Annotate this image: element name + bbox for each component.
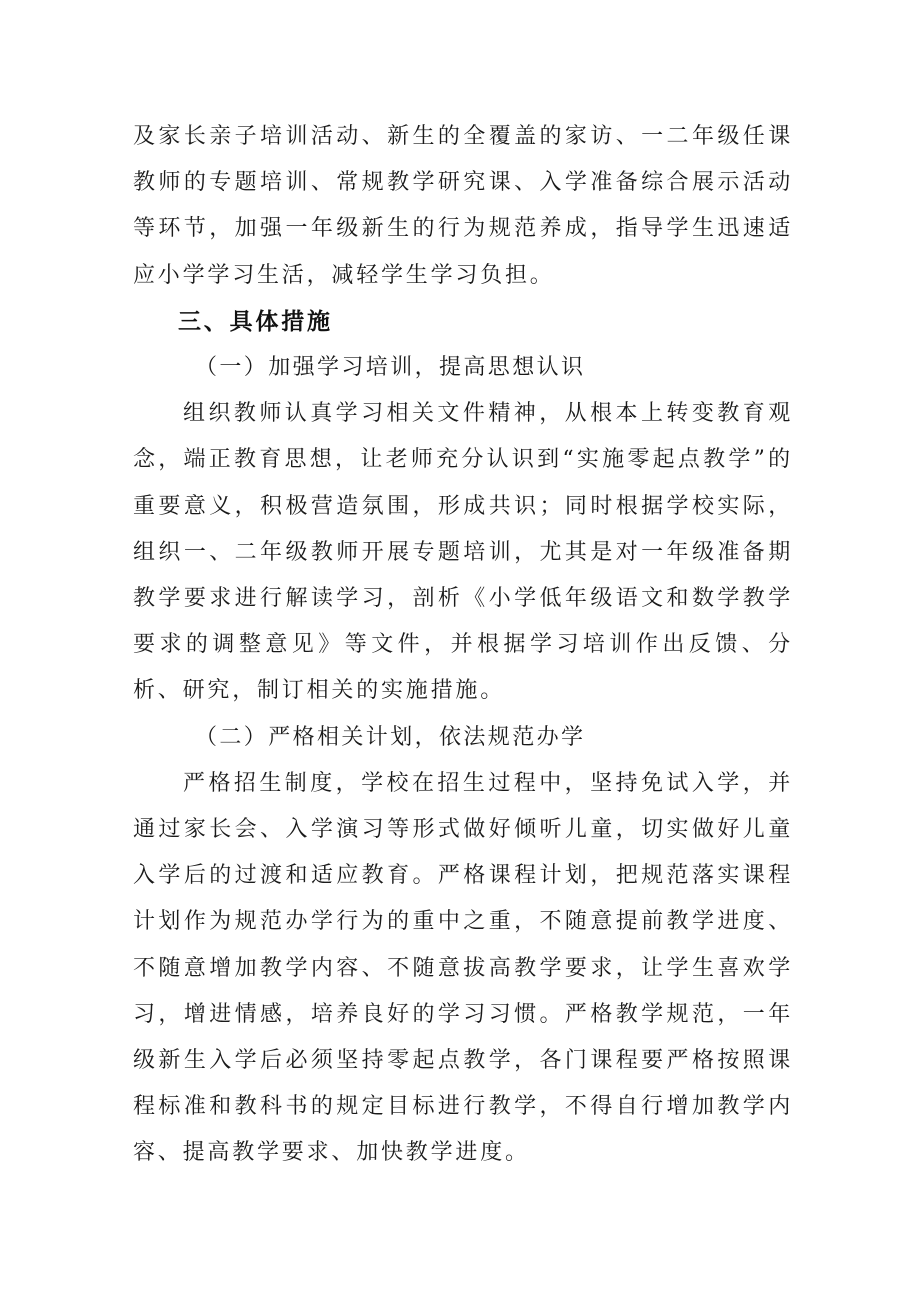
subsection-body-training: 组织教师认真学习相关文件精神，从根本上转变教育观念，端正教育思想，让老师充分认识到“实施零起点教学”的重要意义，积极营造氛围，形成共识；同时根据学校实际，组织一、二年级教师开展专题培训，尤其是对一年级准备期教学要求进行解读学习，剖析《小学低年级语文和数学教学要求的调整意见》等文件，并根据学习培训作出反馈、分析、研究，制订相关的实施措施。: [133, 401, 793, 704]
intro-paragraph: 及家长亲子培训活动、新生的全覆盖的家访、一二年级任课教师的专题培训、常规教学研究课、入学准备综合展示活动等环节，加强一年级新生的行为规范养成，指导学生迅速适应小学学习生活，减轻学生学习负担。: [133, 124, 793, 288]
subsection-heading-training: （一）加强学习培训，提高思想认识: [195, 355, 586, 381]
subsection-heading-planning: （二）严格相关计划，依法规范办学: [195, 724, 586, 750]
document-body: [133, 114, 793, 1177]
subsection-body-planning: 严格招生制度，学校在招生过程中，坚持免试入学，并通过家长会、入学演习等形式做好倾听儿童，切实做好儿童入学后的过渡和适应教育。严格课程计划，把规范落实课程计划作为规范办学行为的重中之重，不随意提前教学进度、不随意增加教学内容、不随意拔高教学要求，让学生喜欢学习，增进情感，培养良好的学习习惯。严格教学规范，一年级新生入学后必须坚持零起点教学，各门课程要严格按照课程标准和教科书的规定目标进行教学，不得自行增加教学内容、提高教学要求、加快教学进度。: [133, 770, 793, 1166]
section-heading-measures: 三、具体措施: [178, 308, 333, 335]
